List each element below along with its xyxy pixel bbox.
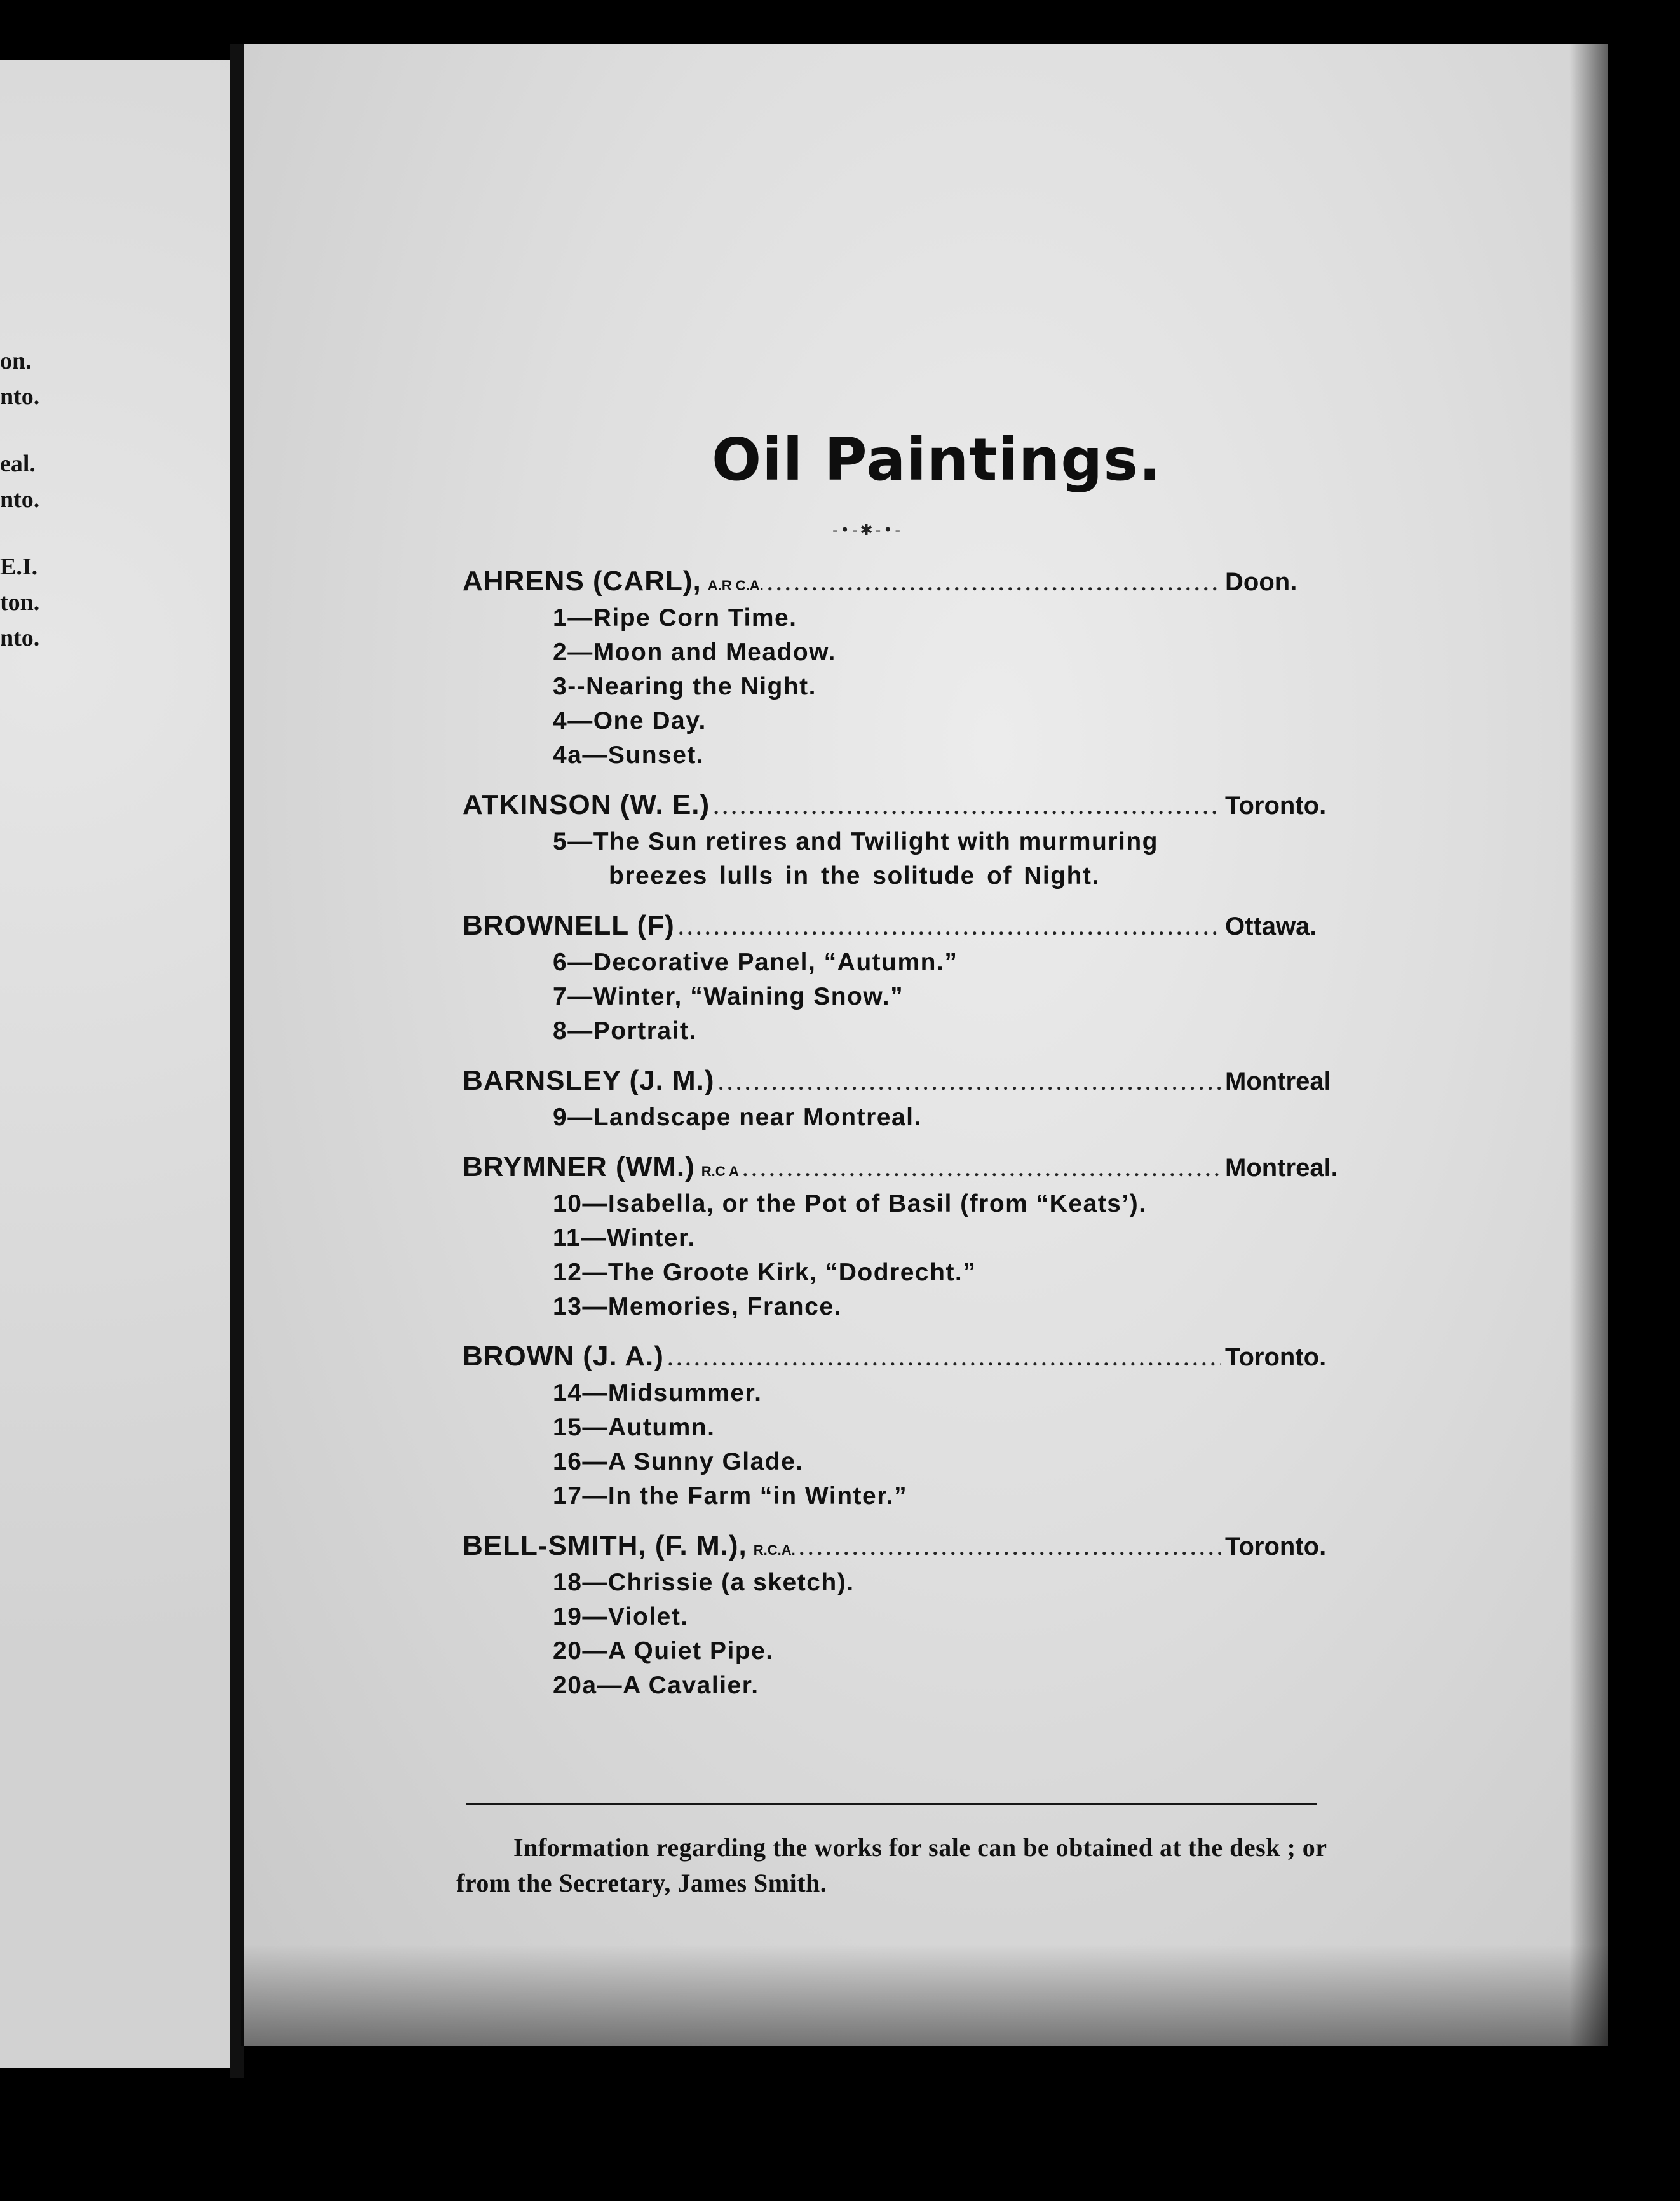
work-item: 6—Decorative Panel, “Autumn.” — [553, 949, 958, 976]
work-item: 3--Nearing the Night. — [553, 673, 817, 700]
work-item: 8—Portrait. — [553, 1017, 697, 1045]
artist-entry — [463, 565, 1339, 773]
page-bottom-shadow — [241, 1944, 1608, 2046]
dot-leader — [768, 572, 1221, 595]
artist-entry — [463, 1151, 1339, 1324]
work-item: 17—In the Farm “in Winter.” — [553, 1482, 908, 1510]
work-item: 11—Winter. — [553, 1224, 696, 1252]
work-item: 4—One Day. — [553, 707, 707, 735]
artist-entry — [463, 1341, 1339, 1514]
artist-city: Toronto. — [1225, 1343, 1327, 1371]
artist-title: A.R C.A. — [707, 578, 764, 593]
left-page-text-fragments — [0, 343, 51, 656]
left-fragment: eal. — [0, 450, 36, 477]
artist-title: R.C A — [701, 1163, 739, 1179]
artist-name: ATKINSON (W. E.) — [463, 789, 710, 820]
dot-leader — [668, 1347, 1221, 1371]
artist-entry — [463, 910, 1339, 1048]
work-item: 19—Violet. — [553, 1603, 689, 1630]
work-item: 16—A Sunny Glade. — [553, 1448, 804, 1475]
artist-city: Ottawa. — [1225, 912, 1317, 940]
work-item: 12—The Groote Kirk, “Dodrecht.” — [553, 1259, 977, 1286]
work-item: 20a—A Cavalier. — [553, 1672, 759, 1699]
left-fragment: E.I. — [0, 553, 38, 580]
work-item: 1—Ripe Corn Time. — [553, 604, 797, 632]
artist-city: Toronto. — [1225, 1533, 1327, 1561]
artist-name: BELL-SMITH, (F. M.), — [463, 1530, 747, 1561]
page-title: Oil Paintings. — [712, 426, 1162, 494]
work-item: 10—Isabella, or the Pot of Basil (from “Keats’). — [553, 1190, 1147, 1217]
artist-entry — [463, 789, 1339, 893]
dot-leader — [679, 916, 1221, 940]
dot-leader — [743, 1158, 1221, 1181]
left-fragment: nto. — [0, 625, 40, 651]
artist-name: BROWN (J. A.) — [463, 1341, 664, 1372]
work-item: 20—A Quiet Pipe. — [553, 1637, 774, 1665]
work-item: 4a—Sunset. — [553, 742, 705, 769]
work-item: 15—Autumn. — [553, 1414, 715, 1441]
artist-city: Toronto. — [1225, 792, 1327, 820]
dot-leader — [719, 1071, 1221, 1095]
left-fragment: on. — [0, 348, 32, 374]
artist-city: Montreal — [1225, 1067, 1331, 1095]
artist-entry — [463, 1065, 1339, 1135]
work-item: 18—Chrissie (a sketch). — [553, 1569, 855, 1596]
artist-entry — [463, 1530, 1339, 1703]
work-item: 14—Midsummer. — [553, 1379, 762, 1407]
work-item: 2—Moon and Meadow. — [553, 639, 836, 666]
artist-city: Doon. — [1225, 568, 1297, 596]
ornament-divider: -•-✱-•- — [832, 521, 904, 539]
dot-leader — [799, 1536, 1221, 1560]
page-edge-shadow — [1569, 44, 1608, 2046]
work-item: 7—Winter, “Waining Snow.” — [553, 983, 904, 1010]
work-item: 5—The Sun retires and Twilight with murmuring — [553, 828, 1158, 855]
artist-name: BRYMNER (WM.) — [463, 1151, 695, 1182]
artist-city: Montreal. — [1225, 1154, 1338, 1182]
artist-title: R.C.A. — [753, 1542, 796, 1558]
artist-name: BARNSLEY (J. M.) — [463, 1065, 715, 1096]
work-item: 13—Memories, France. — [553, 1293, 842, 1320]
page-gutter — [230, 44, 244, 2078]
dot-leader — [714, 796, 1221, 819]
left-fragment: ton. — [0, 589, 40, 616]
left-fragment: nto. — [0, 383, 40, 410]
footer-rule — [466, 1803, 1317, 1805]
work-item-continuation: breezes lulls in the solitude of Night. — [609, 862, 1100, 890]
artist-listing — [463, 565, 1339, 1719]
artist-name: AHRENS (CARL), — [463, 565, 701, 597]
footer-note: Information regarding the works for sale can be obtained at the desk ; or from the Secretary, James Smith. — [456, 1833, 1327, 1897]
left-fragment: nto. — [0, 486, 40, 513]
work-item: 9—Landscape near Montreal. — [553, 1104, 922, 1131]
artist-name: BROWNELL (F) — [463, 910, 675, 941]
